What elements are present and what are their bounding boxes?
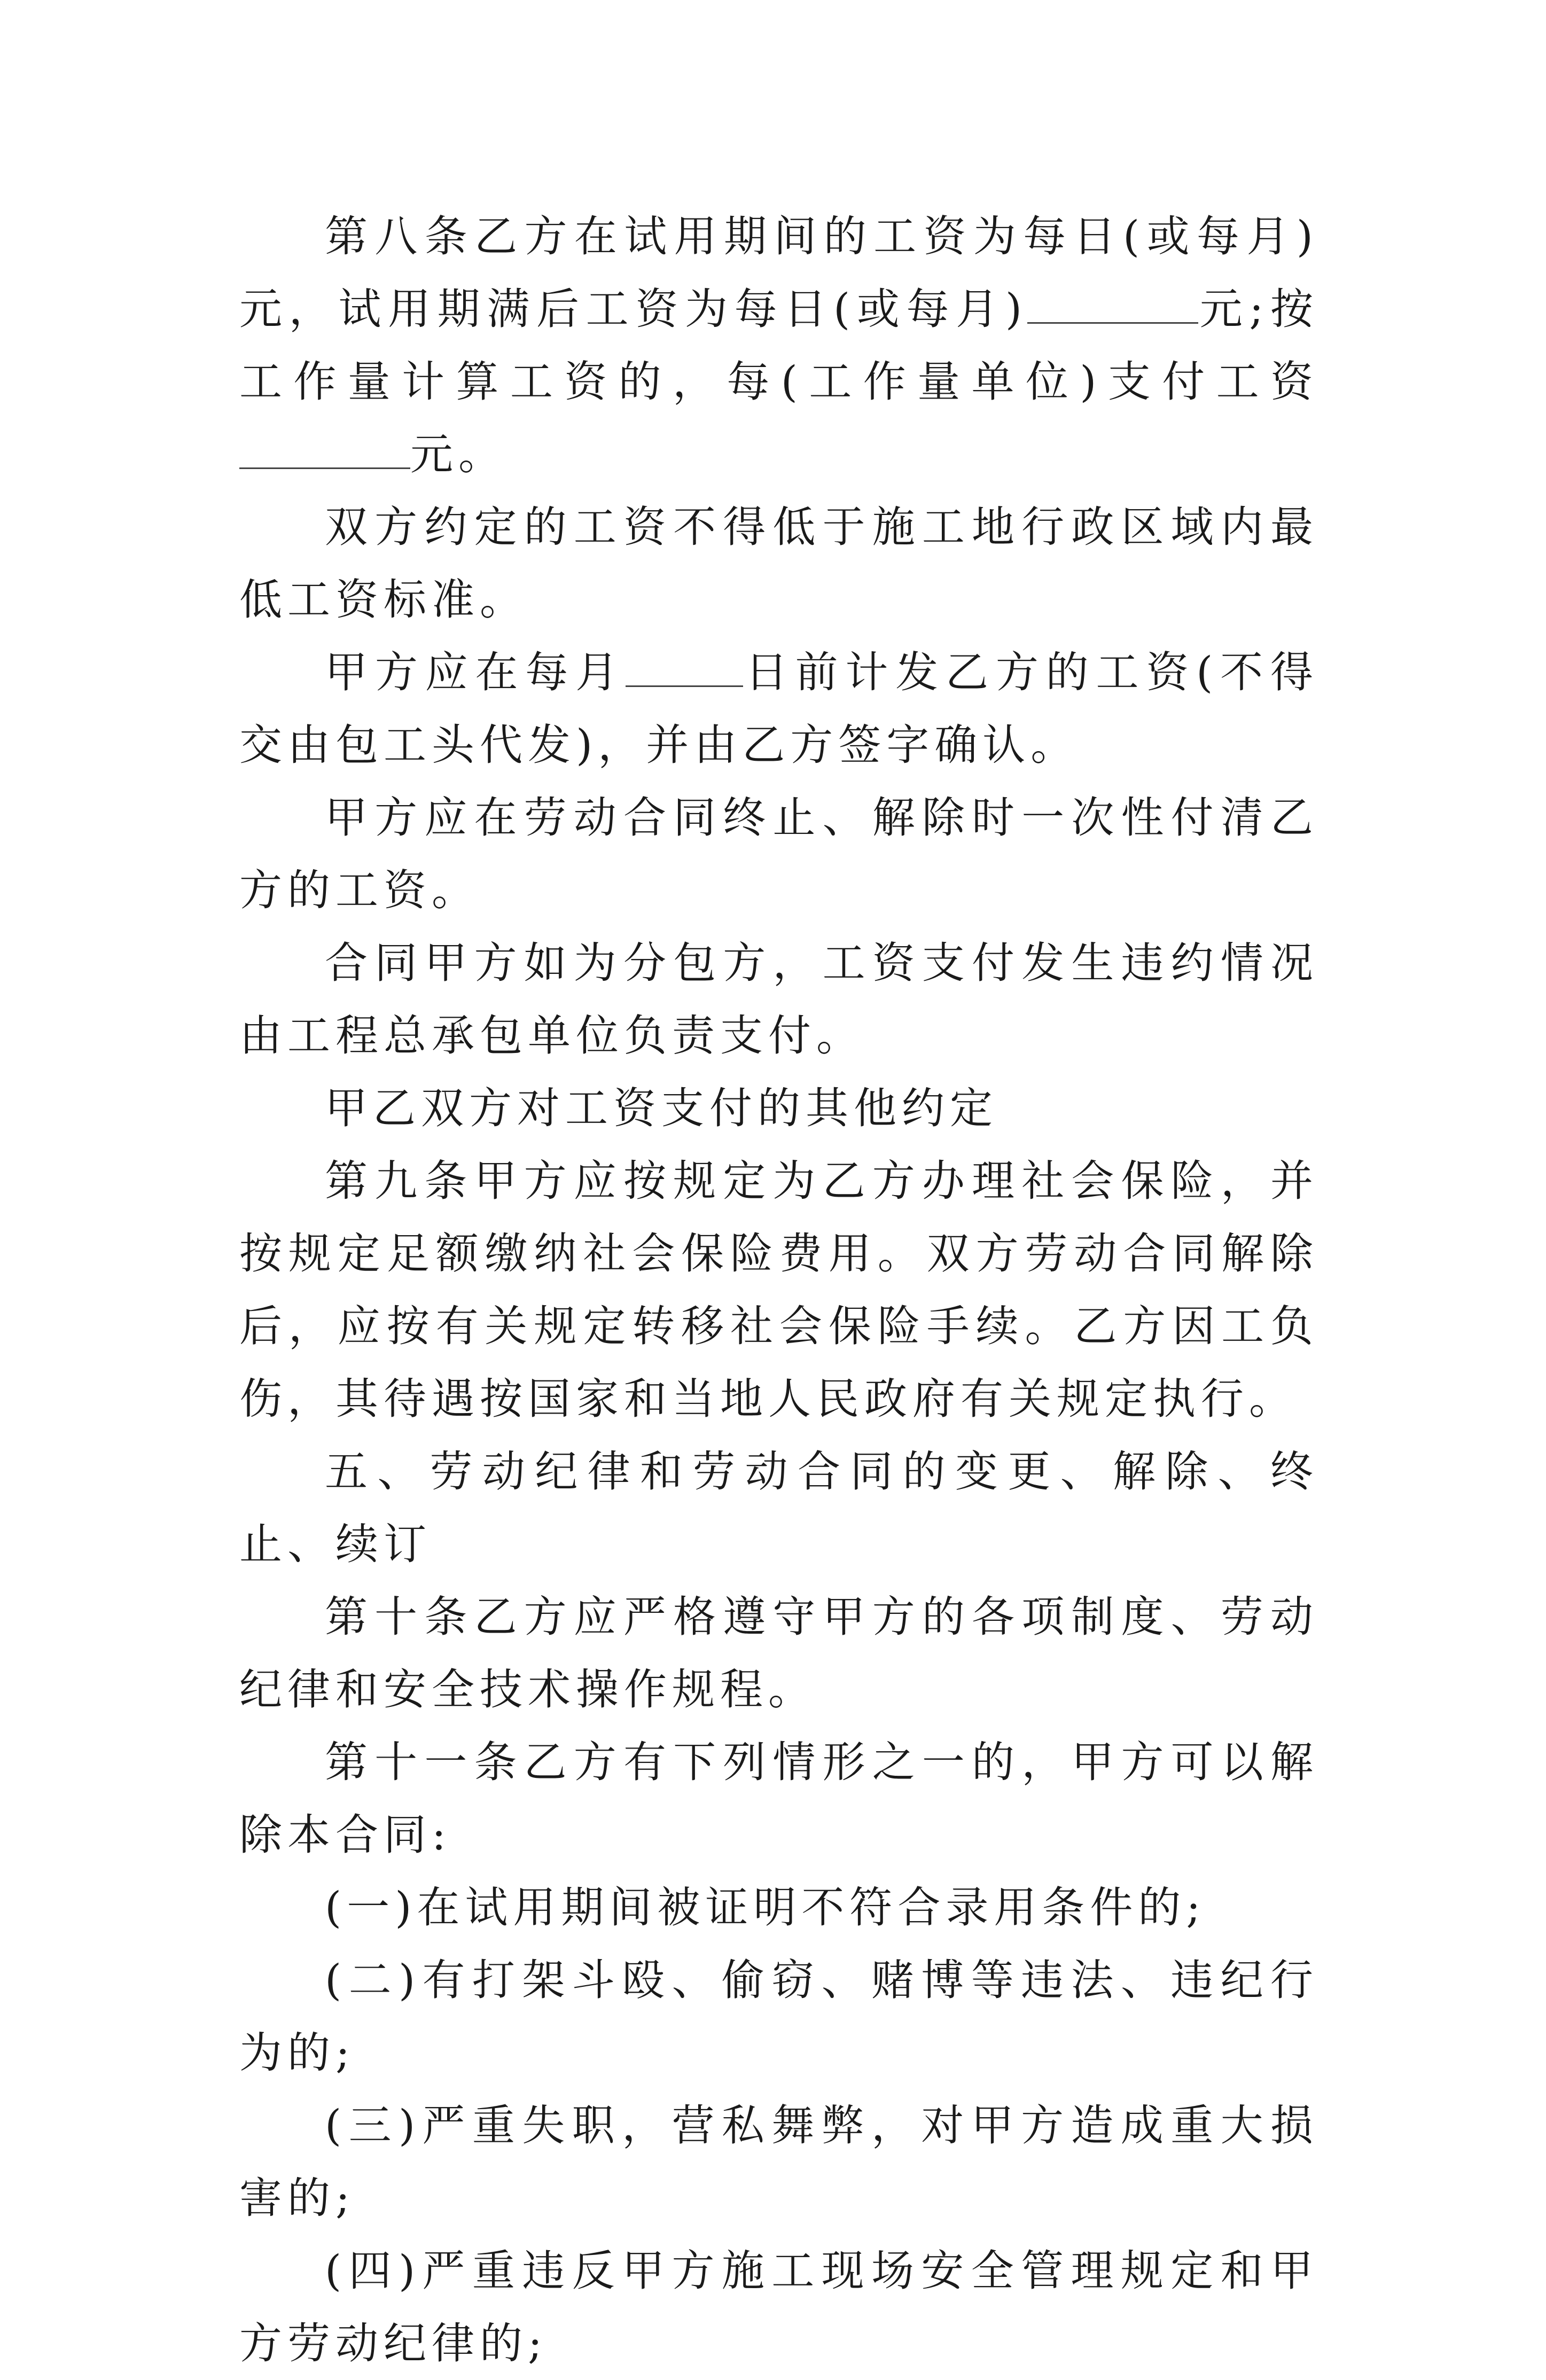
- fill-in-blank: [626, 648, 743, 687]
- text-segment: 日前计发乙方的工资(不得交由包工头代发)，并由乙方签字确认。: [239, 647, 1319, 770]
- section-heading: 五、劳动纪律和劳动合同的变更、解除、终止、续订: [239, 1447, 1318, 1569]
- text-segment: 甲方应在每月: [325, 647, 626, 697]
- paragraph-minimum-wage: 双方约定的工资不得低于施工地行政区域内最低工资标准。: [239, 502, 1318, 625]
- paragraph-article-11: 第十一条乙方有下列情形之一的，甲方可以解除本合同:: [239, 1737, 1318, 1860]
- text-segment: 元;按工作量计算工资的，每(工作量单位)支付工资: [239, 284, 1319, 407]
- paragraph-other-agreement: 甲乙双方对工资支付的其他约定: [325, 1083, 998, 1133]
- text-segment: 第八条乙方在试用期间的工资为每日(或每月)元，试用期满后工资为每日(或每月): [239, 212, 1318, 334]
- paragraph-pay-date: [239, 636, 1318, 782]
- list-item: (一)在试用期间被证明不符合录用条件的;: [325, 1883, 1206, 1932]
- paragraph-subcontractor: 合同甲方如为分包方，工资支付发生违约情况由工程总承包单位负责支付。: [239, 938, 1318, 1060]
- list-item: (三)严重失职，营私舞弊，对甲方造成重大损害的;: [239, 2101, 1318, 2223]
- fill-in-blank: [1027, 285, 1198, 324]
- paragraph-final-pay: 甲方应在劳动合同终止、解除时一次性付清乙方的工资。: [239, 793, 1318, 915]
- text-segment: 元。: [410, 430, 506, 479]
- paragraph-article-9: 第九条甲方应按规定为乙方办理社会保险，并按规定足额缴纳社会保险费用。双方劳动合同解除后，应按有关规定转移社会保险手续。乙方因工负伤，其待遇按国家和当地人民政府有关规定执行。: [239, 1156, 1318, 1424]
- paragraph-article-10: 第十条乙方应严格遵守甲方的各项制度、劳动纪律和安全技术操作规程。: [239, 1592, 1318, 1714]
- list-item: (四)严重违反甲方施工现场安全管理规定和甲方劳动纪律的;: [239, 2246, 1318, 2368]
- fill-in-blank: [239, 430, 410, 469]
- list-item: (二)有打架斗殴、偷窃、赌博等违法、违纪行为的;: [239, 1955, 1318, 2078]
- document-body: [239, 200, 1318, 2380]
- paragraph-article-8-wage: [239, 200, 1318, 491]
